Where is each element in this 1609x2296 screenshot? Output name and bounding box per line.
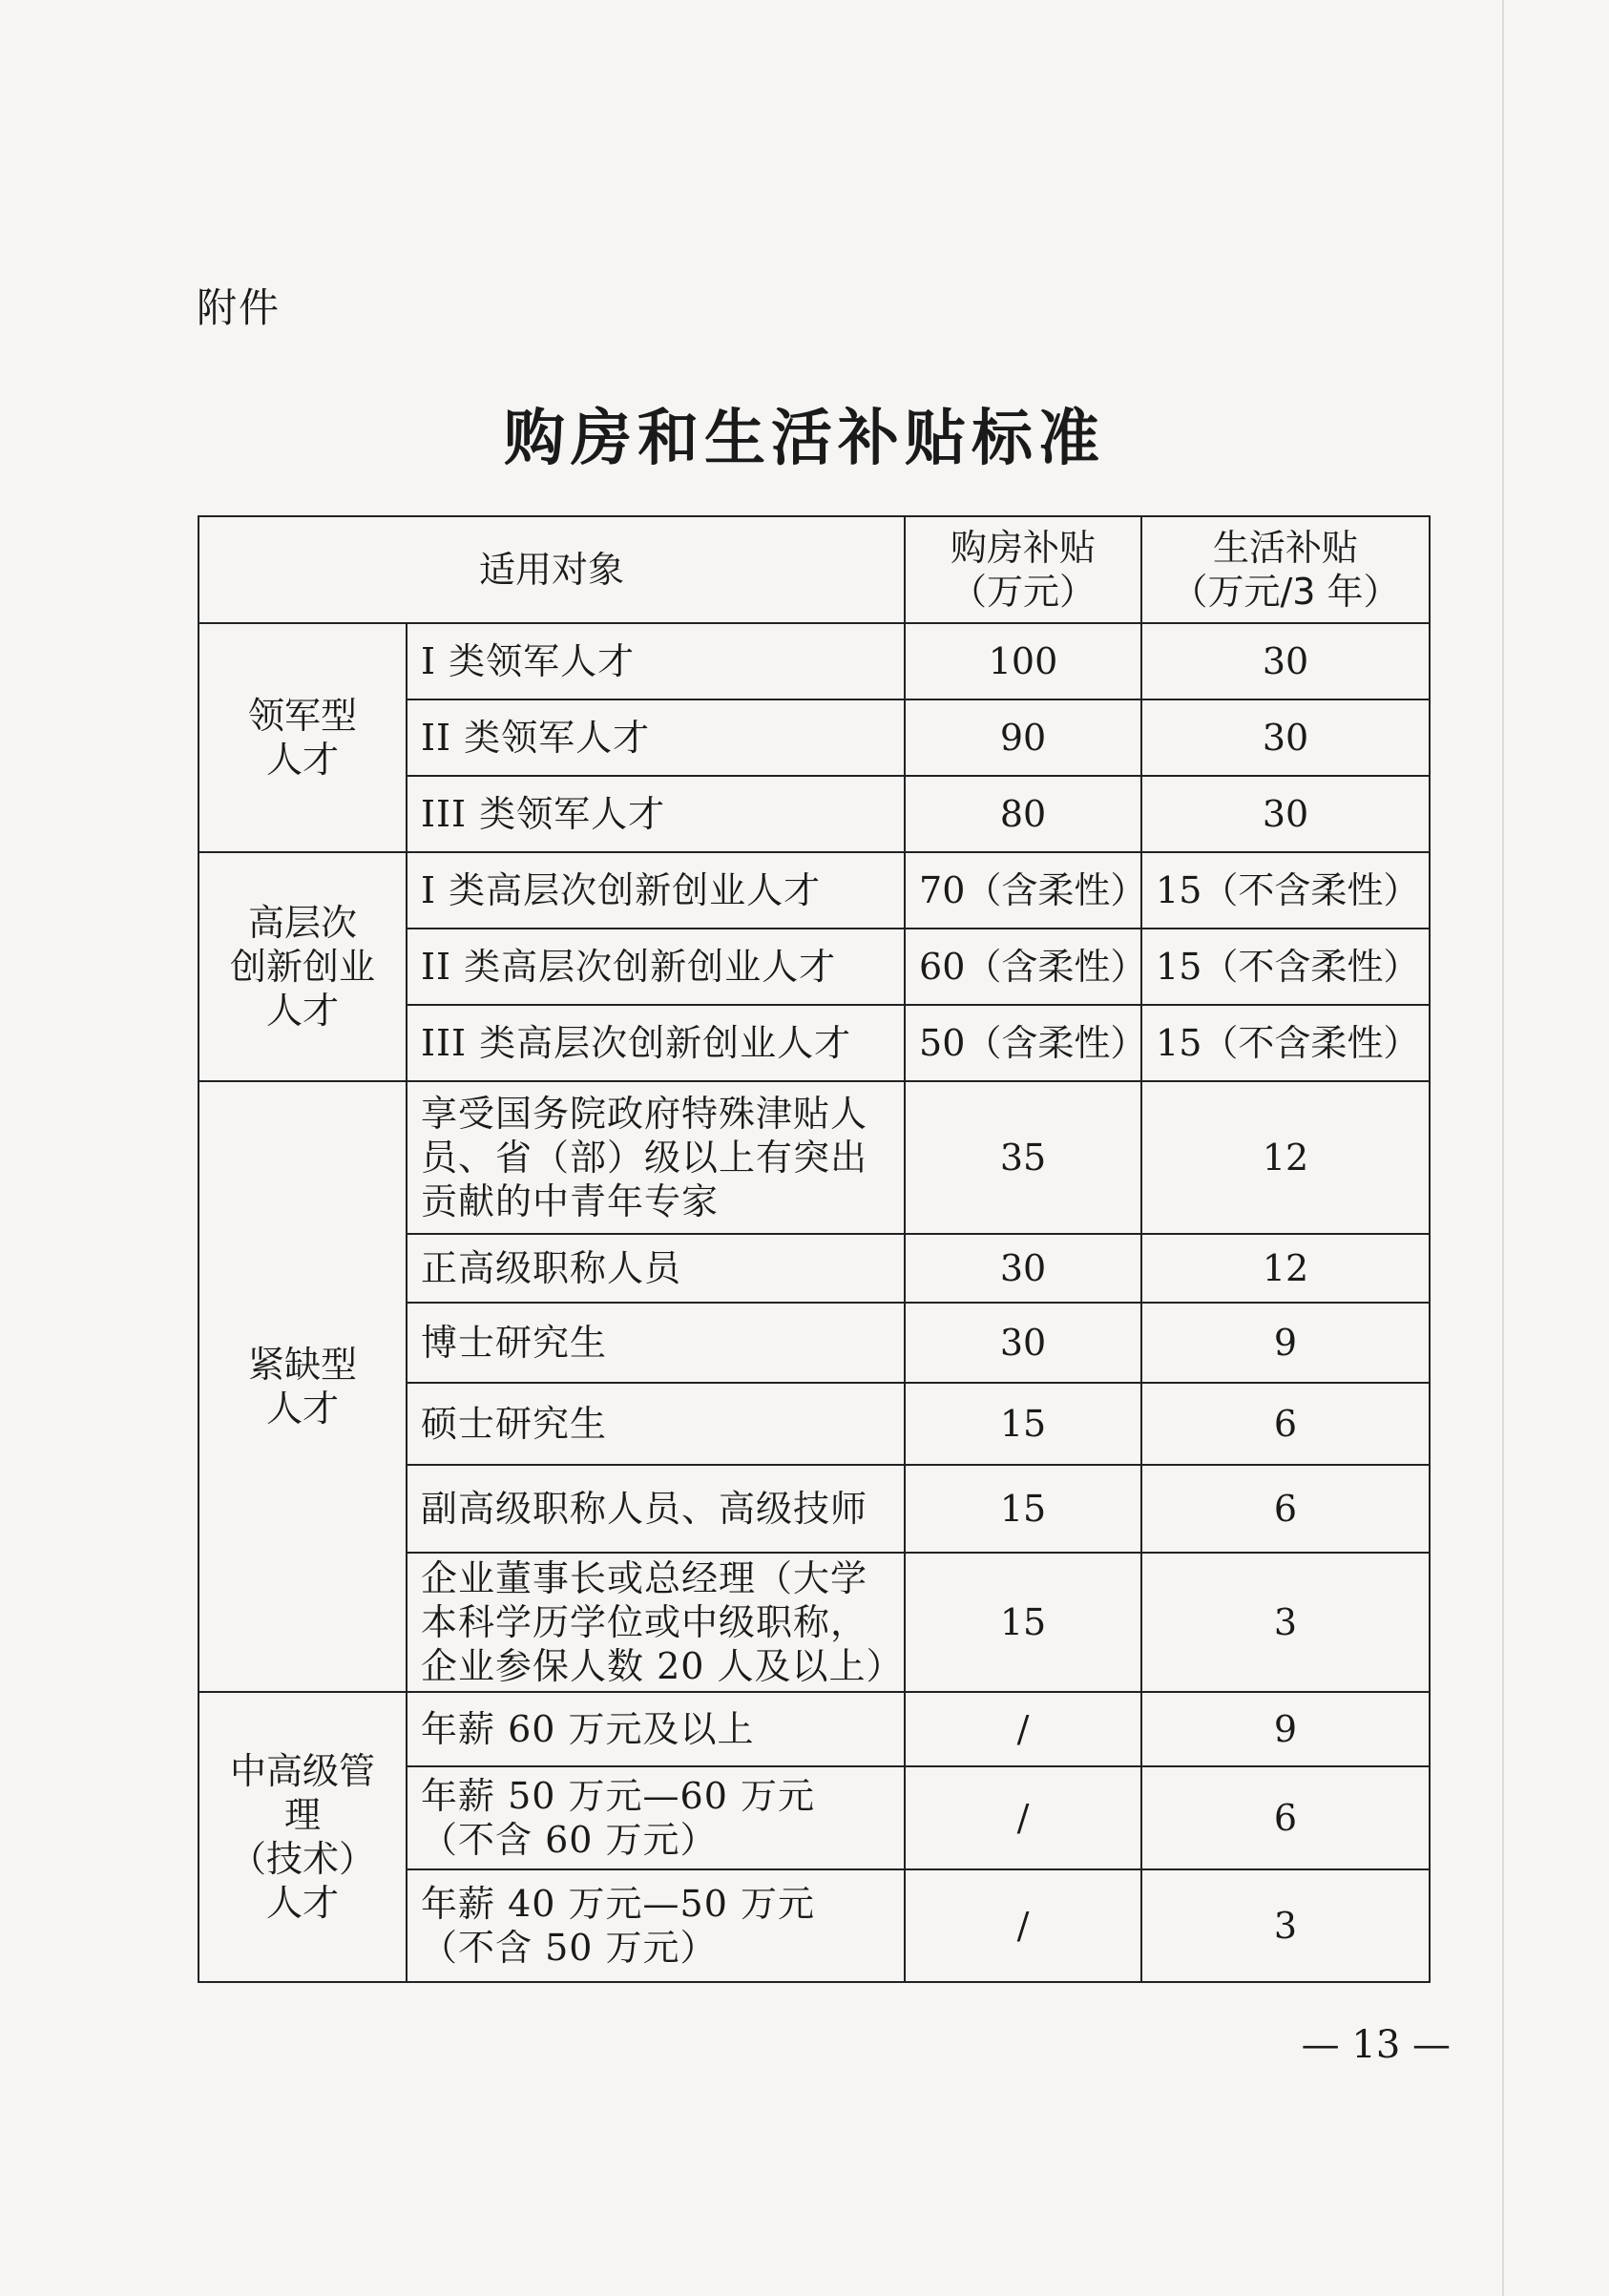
row-item: 企业董事长或总经理（大学 本科学历学位或中级职称， 企业参保人数 20 人及以上） (407, 1553, 905, 1692)
row-item: II 类领军人才 (407, 699, 905, 776)
row-living: 15（不含柔性） (1141, 929, 1430, 1005)
page-number: — 13 — (1301, 2023, 1451, 2067)
row-purchase: 80 (905, 776, 1141, 852)
row-item: 副高级职称人员、高级技师 (407, 1465, 905, 1553)
group-label: 中高级管理 （技术）人才 (199, 1692, 407, 1982)
row-living: 6 (1141, 1766, 1430, 1869)
row-purchase: 70（含柔性） (905, 852, 1141, 929)
document-title: 购房和生活补贴标准 (504, 404, 1105, 474)
table-row (199, 852, 1430, 929)
row-item: 正高级职称人员 (407, 1234, 905, 1303)
row-item: II 类高层次创新创业人才 (407, 929, 905, 1005)
header-living-line2: （万元/3 年） (1171, 571, 1400, 613)
row-living: 15（不含柔性） (1141, 1005, 1430, 1081)
row-living: 9 (1141, 1692, 1430, 1766)
table-row (199, 623, 1430, 699)
row-living: 6 (1141, 1383, 1430, 1465)
group-label: 领军型 人才 (199, 623, 407, 852)
annex-label: 附件 (197, 284, 282, 331)
table-row (199, 1081, 1430, 1234)
header-purchase-subsidy (905, 516, 1141, 623)
row-item: III 类高层次创新创业人才 (407, 1005, 905, 1081)
group-label: 高层次 创新创业 人才 (199, 852, 407, 1081)
group-label: 紧缺型 人才 (199, 1081, 407, 1692)
row-purchase: 60（含柔性） (905, 929, 1141, 1005)
row-purchase: 100 (905, 623, 1141, 699)
row-item: 享受国务院政府特殊津贴人 员、省（部）级以上有突出 贡献的中青年专家 (407, 1081, 905, 1234)
row-living: 6 (1141, 1465, 1430, 1553)
row-living: 30 (1141, 776, 1430, 852)
subsidy-standard-table (198, 515, 1431, 1983)
row-living: 30 (1141, 699, 1430, 776)
header-living-subsidy (1141, 516, 1430, 623)
row-purchase: 30 (905, 1234, 1141, 1303)
row-item: III 类领军人才 (407, 776, 905, 852)
row-living: 12 (1141, 1081, 1430, 1234)
row-living: 3 (1141, 1553, 1430, 1692)
row-living: 3 (1141, 1869, 1430, 1982)
row-purchase: 90 (905, 699, 1141, 776)
row-item: 年薪 50 万元—60 万元 （不含 60 万元） (407, 1766, 905, 1869)
table-row (199, 1692, 1430, 1766)
row-purchase: 35 (905, 1081, 1141, 1234)
row-item: 博士研究生 (407, 1303, 905, 1383)
header-target: 适用对象 (199, 516, 905, 623)
row-living: 9 (1141, 1303, 1430, 1383)
header-purchase-line1: 购房补贴 (951, 527, 1097, 569)
row-purchase: / (905, 1869, 1141, 1982)
row-item: I 类领军人才 (407, 623, 905, 699)
row-living: 15（不含柔性） (1141, 852, 1430, 929)
row-living: 30 (1141, 623, 1430, 699)
row-purchase: 15 (905, 1465, 1141, 1553)
row-purchase: / (905, 1766, 1141, 1869)
header-purchase-line2: （万元） (951, 571, 1097, 613)
row-purchase: 30 (905, 1303, 1141, 1383)
row-living: 12 (1141, 1234, 1430, 1303)
row-item: 年薪 40 万元—50 万元 （不含 50 万元） (407, 1869, 905, 1982)
row-purchase: 50（含柔性） (905, 1005, 1141, 1081)
row-item: I 类高层次创新创业人才 (407, 852, 905, 929)
row-item: 硕士研究生 (407, 1383, 905, 1465)
table-header-row (199, 516, 1430, 623)
row-purchase: 15 (905, 1553, 1141, 1692)
row-item: 年薪 60 万元及以上 (407, 1692, 905, 1766)
row-purchase: 15 (905, 1383, 1141, 1465)
header-living-line1: 生活补贴 (1213, 527, 1359, 569)
page-edge-line (1502, 0, 1504, 2296)
row-purchase: / (905, 1692, 1141, 1766)
